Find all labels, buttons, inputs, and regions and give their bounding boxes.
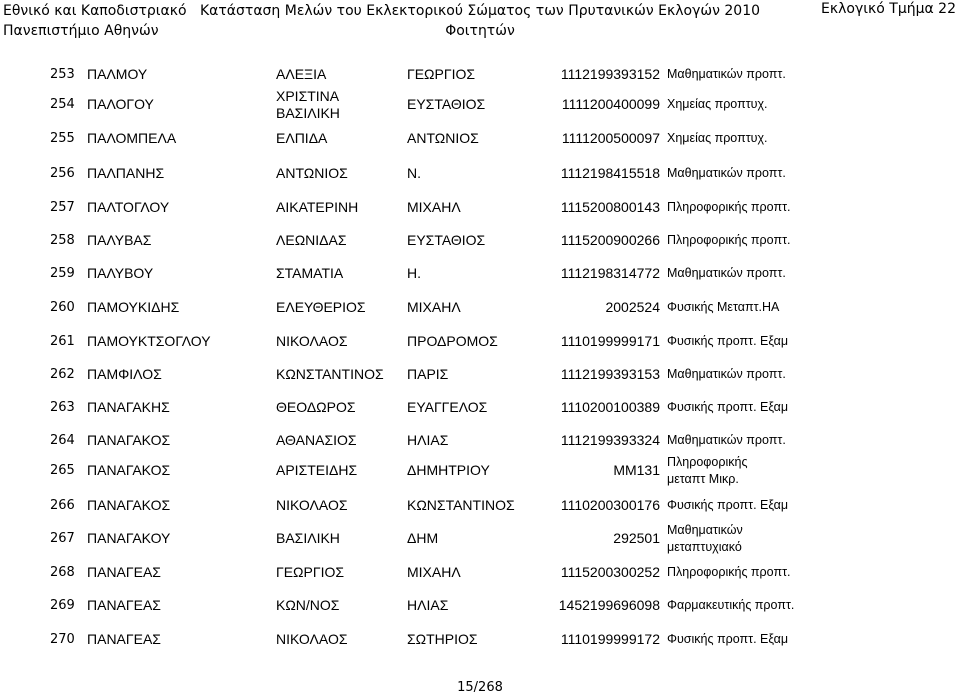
father-name: ΕΥΑΓΓΕΛΟΣ xyxy=(407,399,488,415)
first-name: ΒΑΣΙΛΙΚΗ xyxy=(276,530,340,546)
surname: ΠΑΝΑΓΕΑΣ xyxy=(87,564,161,580)
department: Πληροφορικής προπτ. xyxy=(667,233,791,247)
surname: ΠΑΝΑΓΕΑΣ xyxy=(87,597,161,613)
row-number: 261 xyxy=(50,334,75,349)
row-number: 267 xyxy=(50,531,75,546)
department: Μαθηματικών προπτ. xyxy=(667,433,786,447)
row-number: 256 xyxy=(50,166,75,181)
first-name: ΕΛΠΙΔΑ xyxy=(276,130,328,146)
father-name: Η. xyxy=(407,265,421,281)
department: Μαθηματικών προπτ. xyxy=(667,367,786,381)
student-id: 1111200400099 xyxy=(561,96,660,112)
first-name: ΘΕΟΔΩΡΟΣ xyxy=(276,399,356,415)
student-id: 1110200300176 xyxy=(560,497,660,513)
department: Πληροφορικής μεταπτ Μικρ. xyxy=(667,455,748,486)
student-id: 1112198314772 xyxy=(560,265,660,281)
row-number: 269 xyxy=(50,598,75,613)
first-name: ΣΤΑΜΑΤΙΑ xyxy=(276,265,344,281)
surname: ΠΑΝΑΓΕΑΣ xyxy=(87,631,161,647)
surname: ΠΑΛΥΒΑΣ xyxy=(87,232,152,248)
department: Φυσικής προπτ. Εξαμ xyxy=(667,400,789,414)
first-name: ΝΙΚΟΛΑΟΣ xyxy=(276,333,348,349)
department: Φυσικής προπτ. Εξαμ xyxy=(667,334,789,348)
father-name: ΠΑΡΙΣ xyxy=(407,366,449,382)
row-number: 253 xyxy=(50,67,75,82)
father-name: ΑΝΤΩΝΙΟΣ xyxy=(407,130,479,146)
row-number: 268 xyxy=(50,565,75,580)
department: Πληροφορικής προπτ. xyxy=(667,565,791,579)
university-name-line1: Εθνικό και Καποδιστριακό xyxy=(3,3,187,19)
father-name: Ν. xyxy=(407,165,421,181)
father-name: ΗΛΙΑΣ xyxy=(407,597,449,613)
father-name: ΣΩΤΗΡΙΟΣ xyxy=(407,631,478,647)
department: Μαθηματικών προπτ. xyxy=(667,266,786,280)
page-header xyxy=(0,0,960,50)
row-number: 266 xyxy=(50,498,75,513)
first-name: ΝΙΚΟΛΑΟΣ xyxy=(276,631,348,647)
row-number: 263 xyxy=(50,400,75,415)
first-name: ΚΩΝΣΤΑΝΤΙΝΟΣ xyxy=(276,366,384,382)
document-title-line2: Φοιτητών xyxy=(445,23,515,39)
student-id: 2002524 xyxy=(605,299,660,315)
department: Φυσικής προπτ. Εξαμ xyxy=(667,498,789,512)
row-number: 265 xyxy=(50,463,75,478)
department: Φυσικής Μεταπτ.ΗΑ xyxy=(667,300,780,314)
row-number: 264 xyxy=(50,433,75,448)
row-number: 262 xyxy=(50,367,75,382)
student-id: ΜΜ131 xyxy=(613,462,660,478)
electoral-section: Εκλογικό Τμήμα 22 xyxy=(821,1,956,17)
first-name: ΧΡΙΣΤΙΝΑ ΒΑΣΙΛΙΚΗ xyxy=(276,88,340,121)
first-name: ΑΙΚΑΤΕΡΙΝΗ xyxy=(276,199,359,215)
first-name: ΑΘΑΝΑΣΙΟΣ xyxy=(276,432,357,448)
department: Φυσικής προπτ. Εξαμ xyxy=(667,632,789,646)
student-id: 1110199999172 xyxy=(560,631,660,647)
document-title-line1: Κατάσταση Μελών του Εκλεκτορικού Σώματος των Πρυτανικών Εκλογών 2010 xyxy=(199,3,761,19)
student-id: 1110200100389 xyxy=(560,399,660,415)
surname: ΠΑΝΑΓΑΚΗΣ xyxy=(87,399,170,415)
surname: ΠΑΝΑΓΑΚΟΣ xyxy=(87,432,171,448)
surname: ΠΑΝΑΓΑΚΟΣ xyxy=(87,462,171,478)
father-name: ΔΗΜΗΤΡΙΟΥ xyxy=(407,462,490,478)
father-name: ΕΥΣΤΑΘΙΟΣ xyxy=(407,96,486,112)
father-name: ΠΡΟΔΡΟΜΟΣ xyxy=(407,333,498,349)
row-number: 257 xyxy=(50,200,75,215)
father-name: ΔΗΜ xyxy=(407,530,439,546)
father-name: ΕΥΣΤΑΘΙΟΣ xyxy=(407,232,486,248)
department: Μαθηματικών προπτ. xyxy=(667,166,786,180)
student-id: 1112199393324 xyxy=(560,432,660,448)
surname: ΠΑΛΟΓΟΥ xyxy=(87,96,154,112)
first-name: ΑΛΕΞΙΑ xyxy=(276,66,327,82)
first-name: ΚΩΝ/ΝΟΣ xyxy=(276,597,340,613)
student-id: 1112199393153 xyxy=(560,366,660,382)
student-id: 1110199999171 xyxy=(560,333,660,349)
surname: ΠΑΜΦΙΛΟΣ xyxy=(87,366,162,382)
student-id: 1115200900266 xyxy=(560,232,660,248)
student-id: 1112198415518 xyxy=(560,165,660,181)
department: Πληροφορικής προπτ. xyxy=(667,200,791,214)
student-id: 292501 xyxy=(613,530,660,546)
surname: ΠΑΜΟΥΚΙΔΗΣ xyxy=(87,299,180,315)
first-name: ΓΕΩΡΓΙΟΣ xyxy=(276,564,344,580)
student-id: 1111200500097 xyxy=(561,130,660,146)
row-number: 259 xyxy=(50,266,75,281)
row-number: 258 xyxy=(50,233,75,248)
department: Φαρμακευτικής προπτ. xyxy=(667,598,795,612)
student-id: 1115200300252 xyxy=(560,564,660,580)
student-id: 1115200800143 xyxy=(560,199,660,215)
department: Μαθηματικών προπτ. xyxy=(667,67,786,81)
surname: ΠΑΛΠΑΝΗΣ xyxy=(87,165,165,181)
father-name: ΜΙΧΑΗΛ xyxy=(407,299,461,315)
first-name: ΑΡΙΣΤΕΙΔΗΣ xyxy=(276,462,358,478)
first-name: ΕΛΕΥΘΕΡΙΟΣ xyxy=(276,299,366,315)
row-number: 255 xyxy=(50,131,75,146)
row-number: 260 xyxy=(50,300,75,315)
first-name: ΛΕΩΝΙΔΑΣ xyxy=(276,232,347,248)
surname: ΠΑΛΜΟΥ xyxy=(87,66,148,82)
surname: ΠΑΜΟΥΚΤΣΟΓΛΟΥ xyxy=(87,333,211,349)
department: Χημείας προπτυχ. xyxy=(667,131,768,145)
student-id: 1452199696098 xyxy=(558,597,660,613)
department: Μαθηματικών μεταπτυχιακό xyxy=(667,523,743,554)
surname: ΠΑΛΟΜΠΕΛΑ xyxy=(87,130,177,146)
father-name: ΜΙΧΑΗΛ xyxy=(407,199,461,215)
father-name: ΚΩΝΣΤΑΝΤΙΝΟΣ xyxy=(407,497,515,513)
student-id: 1112199393152 xyxy=(560,66,660,82)
father-name: ΓΕΩΡΓΙΟΣ xyxy=(407,66,475,82)
surname: ΠΑΛΥΒΟΥ xyxy=(87,265,154,281)
document-title xyxy=(0,1,960,41)
page-number: 15/268 xyxy=(457,680,503,695)
surname: ΠΑΝΑΓΑΚΟΣ xyxy=(87,497,171,513)
first-name: ΑΝΤΩΝΙΟΣ xyxy=(276,165,348,181)
father-name: ΗΛΙΑΣ xyxy=(407,432,449,448)
university-name-line2: Πανεπιστήμιο Αθηνών xyxy=(3,23,159,39)
row-number: 254 xyxy=(50,97,75,112)
surname: ΠΑΛΤΟΓΛΟΥ xyxy=(87,199,170,215)
department: Χημείας προπτυχ. xyxy=(667,97,768,111)
surname: ΠΑΝΑΓΑΚΟΥ xyxy=(87,530,171,546)
father-name: ΜΙΧΑΗΛ xyxy=(407,564,461,580)
first-name: ΝΙΚΟΛΑΟΣ xyxy=(276,497,348,513)
row-number: 270 xyxy=(50,632,75,647)
